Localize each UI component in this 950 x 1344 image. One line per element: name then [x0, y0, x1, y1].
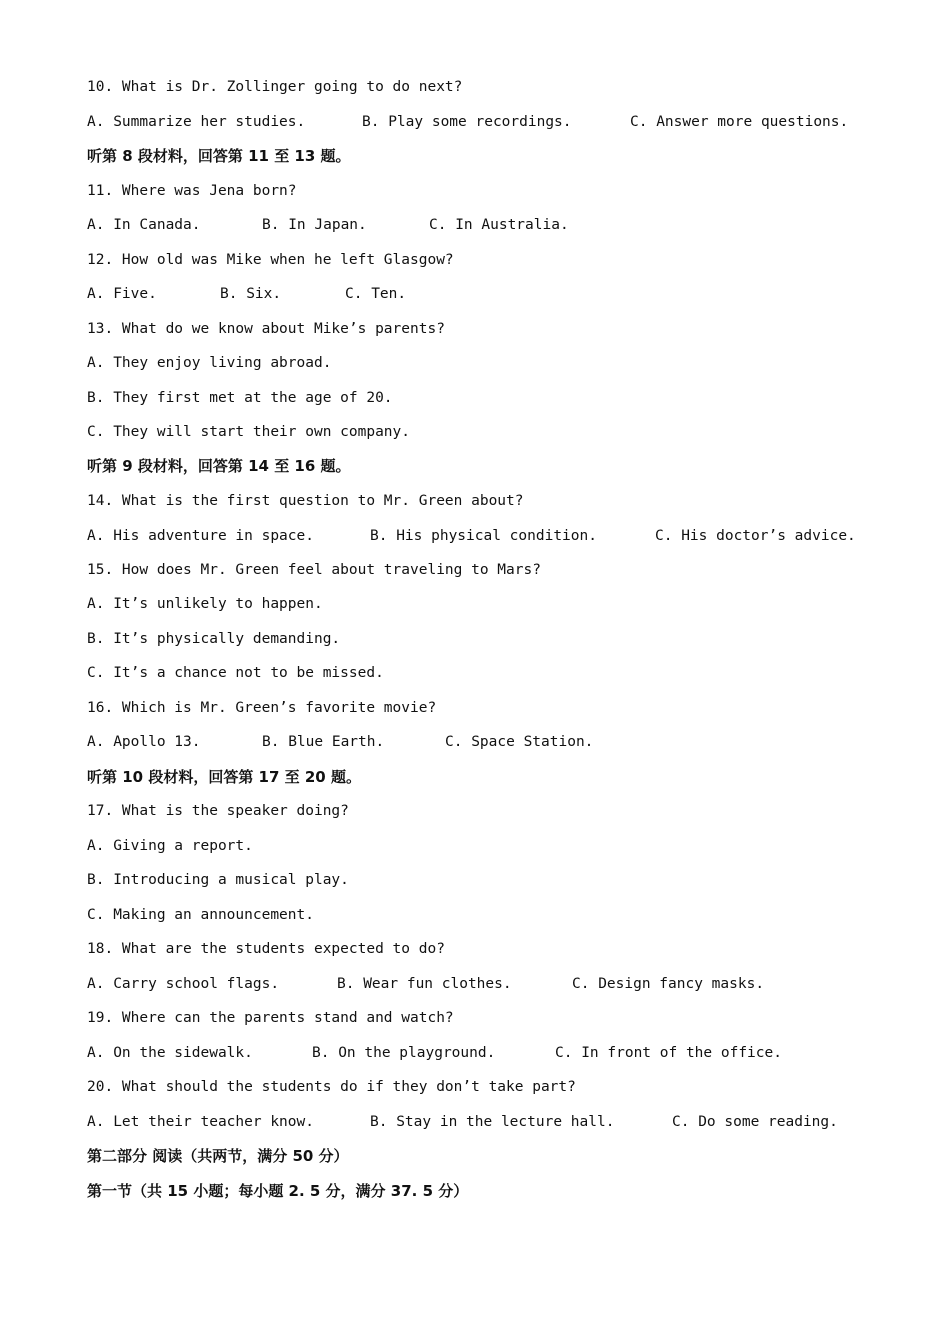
question-17: 17. What is the speaker doing? — [87, 803, 349, 819]
part-2-heading: 第二部分 阅读（共两节，满分 50 分） — [87, 1147, 349, 1165]
q10-option-b: B. Play some recordings. — [362, 114, 572, 130]
q16-option-c: C. Space Station. — [445, 734, 594, 750]
q18-options — [87, 972, 837, 996]
q18-option-a: A. Carry school flags. — [87, 976, 280, 992]
q16-options — [87, 730, 687, 754]
q16-option-a: A. Apollo 13. — [87, 734, 201, 750]
q10-option-c: C. Answer more questions. — [630, 114, 849, 130]
q11-option-c: C. In Australia. — [429, 217, 569, 233]
q19-options — [87, 1041, 837, 1065]
section-9-heading: 听第 9 段材料，回答第 14 至 16 题。 — [87, 457, 351, 475]
question-16: 16. Which is Mr. Green’s favorite movie? — [87, 700, 437, 716]
q14-option-a: A. His adventure in space. — [87, 528, 314, 544]
q12-options — [87, 282, 587, 306]
q19-option-b: B. On the playground. — [312, 1045, 496, 1061]
q15-option-a: A. It’s unlikely to happen. — [87, 596, 323, 612]
q19-option-c: C. In front of the office. — [555, 1045, 782, 1061]
question-10: 10. What is Dr. Zollinger going to do next? — [87, 79, 463, 95]
q14-option-c: C. His doctor’s advice. — [655, 528, 856, 544]
q11-option-b: B. In Japan. — [262, 217, 367, 233]
q18-option-c: C. Design fancy masks. — [572, 976, 765, 992]
q16-option-b: B. Blue Earth. — [262, 734, 385, 750]
part-2-section-1-heading: 第一节（共 15 小题；每小题 2. 5 分，满分 37. 5 分） — [87, 1182, 469, 1200]
question-19: 19. Where can the parents stand and watch? — [87, 1010, 454, 1026]
q13-option-a: A. They enjoy living abroad. — [87, 355, 332, 371]
q13-option-c: C. They will start their own company. — [87, 424, 411, 440]
q10-options — [87, 110, 887, 134]
question-15: 15. How does Mr. Green feel about traveling to Mars? — [87, 562, 541, 578]
q18-option-b: B. Wear fun clothes. — [337, 976, 512, 992]
q12-option-a: A. Five. — [87, 286, 157, 302]
q17-option-a: A. Giving a report. — [87, 838, 253, 854]
q20-option-c: C. Do some reading. — [672, 1114, 838, 1130]
question-14: 14. What is the first question to Mr. Green about? — [87, 493, 524, 509]
section-10-heading: 听第 10 段材料，回答第 17 至 20 题。 — [87, 768, 361, 786]
q14-options — [87, 524, 887, 548]
q11-options — [87, 213, 687, 237]
q17-option-b: B. Introducing a musical play. — [87, 872, 349, 888]
question-13: 13. What do we know about Mike’s parents? — [87, 321, 445, 337]
section-8-heading: 听第 8 段材料，回答第 11 至 13 题。 — [87, 147, 351, 165]
question-20: 20. What should the students do if they don’t take part? — [87, 1079, 576, 1095]
q15-option-c: C. It’s a chance not to be missed. — [87, 665, 384, 681]
q10-option-a: A. Summarize her studies. — [87, 114, 306, 130]
q14-option-b: B. His physical condition. — [370, 528, 597, 544]
question-12: 12. How old was Mike when he left Glasgow? — [87, 252, 454, 268]
q12-option-b: B. Six. — [220, 286, 282, 302]
question-18: 18. What are the students expected to do? — [87, 941, 445, 957]
q13-option-b: B. They first met at the age of 20. — [87, 390, 393, 406]
q20-option-b: B. Stay in the lecture hall. — [370, 1114, 615, 1130]
q11-option-a: A. In Canada. — [87, 217, 201, 233]
q20-option-a: A. Let their teacher know. — [87, 1114, 314, 1130]
q15-option-b: B. It’s physically demanding. — [87, 631, 341, 647]
q20-options — [87, 1110, 887, 1134]
q12-option-c: C. Ten. — [345, 286, 407, 302]
question-11: 11. Where was Jena born? — [87, 183, 297, 199]
q17-option-c: C. Making an announcement. — [87, 907, 314, 923]
q19-option-a: A. On the sidewalk. — [87, 1045, 253, 1061]
